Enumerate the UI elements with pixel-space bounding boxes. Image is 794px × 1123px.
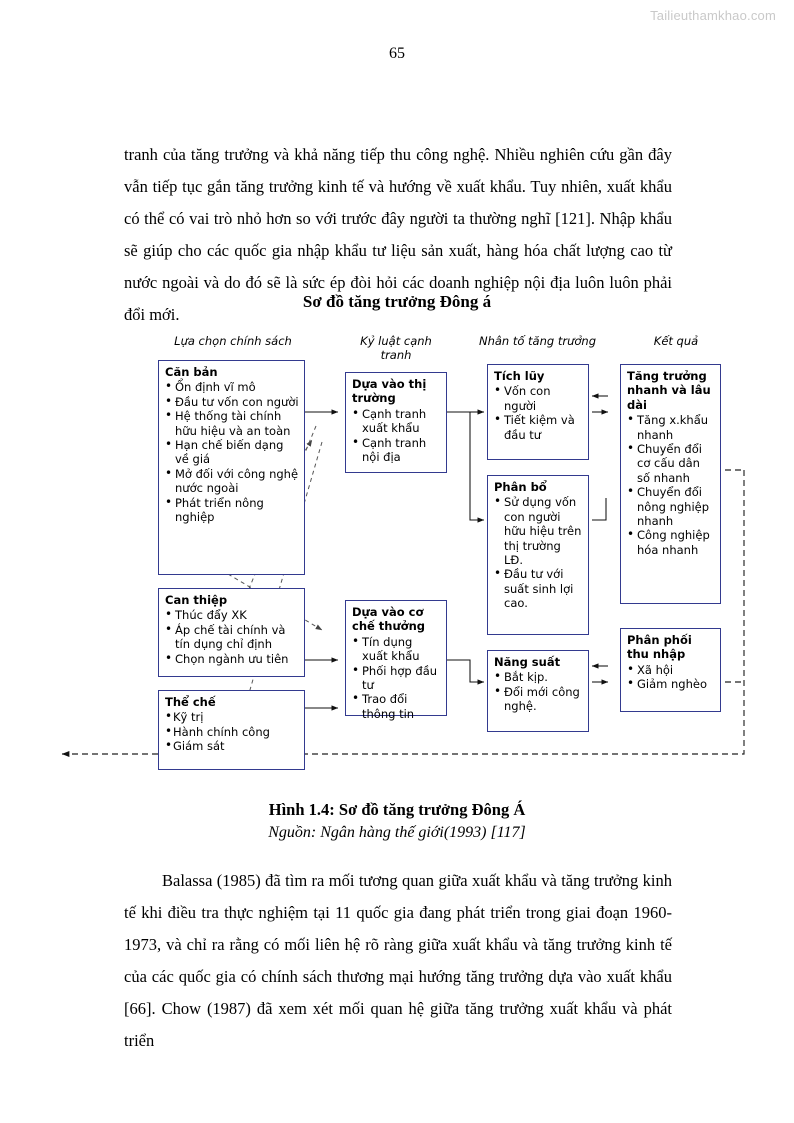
list-item: • Giảm nghèo [627, 677, 715, 691]
list-item: • Cạnh tranh xuất khẩu [352, 407, 441, 436]
list-item: • Sử dụng vốn con người hữu hiệu trên thị trường LĐ. [494, 495, 583, 567]
column-header-discipline: Kỷ luật cạnh tranh [360, 334, 432, 362]
node-title: Căn bản [165, 365, 218, 379]
list-item: • Tăng x.khẩu nhanh [627, 413, 715, 442]
list-item: • Chuyển đổi nông nghiệp nhanh [627, 485, 715, 528]
node-items [494, 384, 583, 442]
list-item: • Tín dụng xuất khẩu [352, 635, 441, 664]
node-dua-vao-thi-truong [345, 372, 447, 473]
list-item: • Đổi mới công nghệ. [494, 685, 583, 714]
list-item: • Áp chế tài chính và tín dụng chỉ định [165, 623, 299, 652]
paragraph-bottom [124, 865, 672, 1057]
list-item: • Trao đổi thông tin [352, 692, 441, 721]
node-title: Thể chế [165, 695, 216, 709]
list-item: • Công nghiệp hóa nhanh [627, 528, 715, 557]
node-items [352, 635, 441, 721]
column-header-policy: Lựa chọn chính sách [174, 334, 292, 348]
node-items [494, 670, 583, 713]
list-item: • Kỹ trị [165, 710, 299, 724]
node-title: Tích lũy [494, 369, 545, 383]
list-item: • Đầu tư vốn con người [165, 395, 299, 409]
paragraph-top: tranh của tăng trưởng và khả năng tiếp thu công nghệ. Nhiều nghiên cứu gần đây vẫn tiếp tục gắn tăng trưởng kinh tế và hướng về xuất khẩu. Tuy nhiên, xuất khẩu có thể có vai trò nhỏ hơn so với trước đây người ta thường nghĩ [121]. Nhập khẩu sẽ giúp cho các quốc gia nhập khẩu tư liệu sản xuất, hàng hóa chất lượng cao từ nước ngoài và do đó sẽ là sức ép đòi hỏi các doanh nghiệp nội địa luôn luôn phải đổi mới. [124, 144, 672, 324]
list-item: • Giám sát [165, 739, 299, 753]
node-nang-suat [487, 650, 589, 732]
node-can-ban [158, 360, 305, 575]
list-item: • Xã hội [627, 663, 715, 677]
diagram-title: Sơ đồ tăng trưởng Đông á [302, 292, 492, 311]
list-item: • Hệ thống tài chính hữu hiệu và an toàn [165, 409, 299, 438]
node-dua-vao-co-che-thuong [345, 600, 447, 721]
list-item: • Hành chính công [165, 725, 299, 739]
node-items [165, 608, 299, 666]
list-item: • Tiết kiệm và đầu tư [494, 413, 583, 442]
list-item: • Đầu tư với suất sinh lợi cao. [494, 567, 583, 610]
list-item: • Thúc đẩy XK [165, 608, 299, 622]
node-items [165, 710, 299, 753]
node-the-che [158, 690, 305, 770]
node-items [165, 380, 299, 524]
list-item: • Ổn định vĩ mô [165, 380, 299, 394]
paragraph-bottom-text: Balassa (1985) đã tìm ra mối tương quan giữa xuất khẩu và tăng trưởng kinh tế khi điều tra thực nghiệm tại 11 quốc gia đang phát triển trong giai đoạn 1960-1973, và chỉ ra rằng có mối liên hệ rõ ràng giữa xuất khẩu và tăng trưởng kinh tế của các quốc gia có chính sách thương mại hướng tăng trưởng dựa vào xuất khẩu [66]. Chow (1987) đã xem xét mối quan hệ giữa tăng trưởng xuất khẩu và phát triển [124, 870, 672, 1050]
list-item: • Phối hợp đầu tư [352, 664, 441, 693]
watermark: Tailieuthamkhao.com [650, 8, 776, 23]
list-item: • Phát triển nông nghiệp [165, 496, 299, 525]
list-item: • Mở đối với công nghệ nước ngoài [165, 467, 299, 496]
list-item: • Cạnh tranh nội địa [352, 436, 441, 465]
list-item: • Bắt kịp. [494, 670, 583, 684]
list-item: • Chọn ngành ưu tiên [165, 652, 299, 666]
node-title: Dựa vào cơ chế thưởng [352, 605, 425, 634]
list-item: • Vốn con người [494, 384, 583, 413]
node-phan-bo [487, 475, 589, 635]
node-items [494, 495, 583, 610]
node-tang-truong [620, 364, 721, 604]
node-title: Tăng trưởng nhanh và lâu dài [627, 369, 711, 412]
growth-diagram [0, 330, 794, 785]
list-item: • Chuyển đổi cơ cấu dân số nhanh [627, 442, 715, 485]
figure-caption: Hình 1.4: Sơ đồ tăng trưởng Đông Á [268, 800, 526, 819]
column-header-factors: Nhân tố tăng trưởng [478, 334, 597, 348]
node-title: Năng suất [494, 655, 561, 669]
page-number: 65 [389, 45, 405, 62]
node-items [627, 413, 715, 557]
list-item: • Hạn chế biến dạng về giá [165, 438, 299, 467]
node-title: Phân bổ [494, 480, 547, 494]
node-can-thiep [158, 588, 305, 677]
node-items [627, 663, 715, 692]
column-header-results: Kết quả [653, 334, 699, 348]
node-phan-phoi-thu-nhap [620, 628, 721, 712]
node-items [352, 407, 441, 465]
node-title: Can thiệp [165, 593, 228, 607]
node-tich-luy [487, 364, 589, 460]
figure-source: Nguồn: Ngân hàng thế giới(1993) [117] [268, 824, 526, 841]
node-title: Dựa vào thị trường [352, 377, 427, 406]
node-title: Phân phối thu nhập [627, 633, 692, 662]
